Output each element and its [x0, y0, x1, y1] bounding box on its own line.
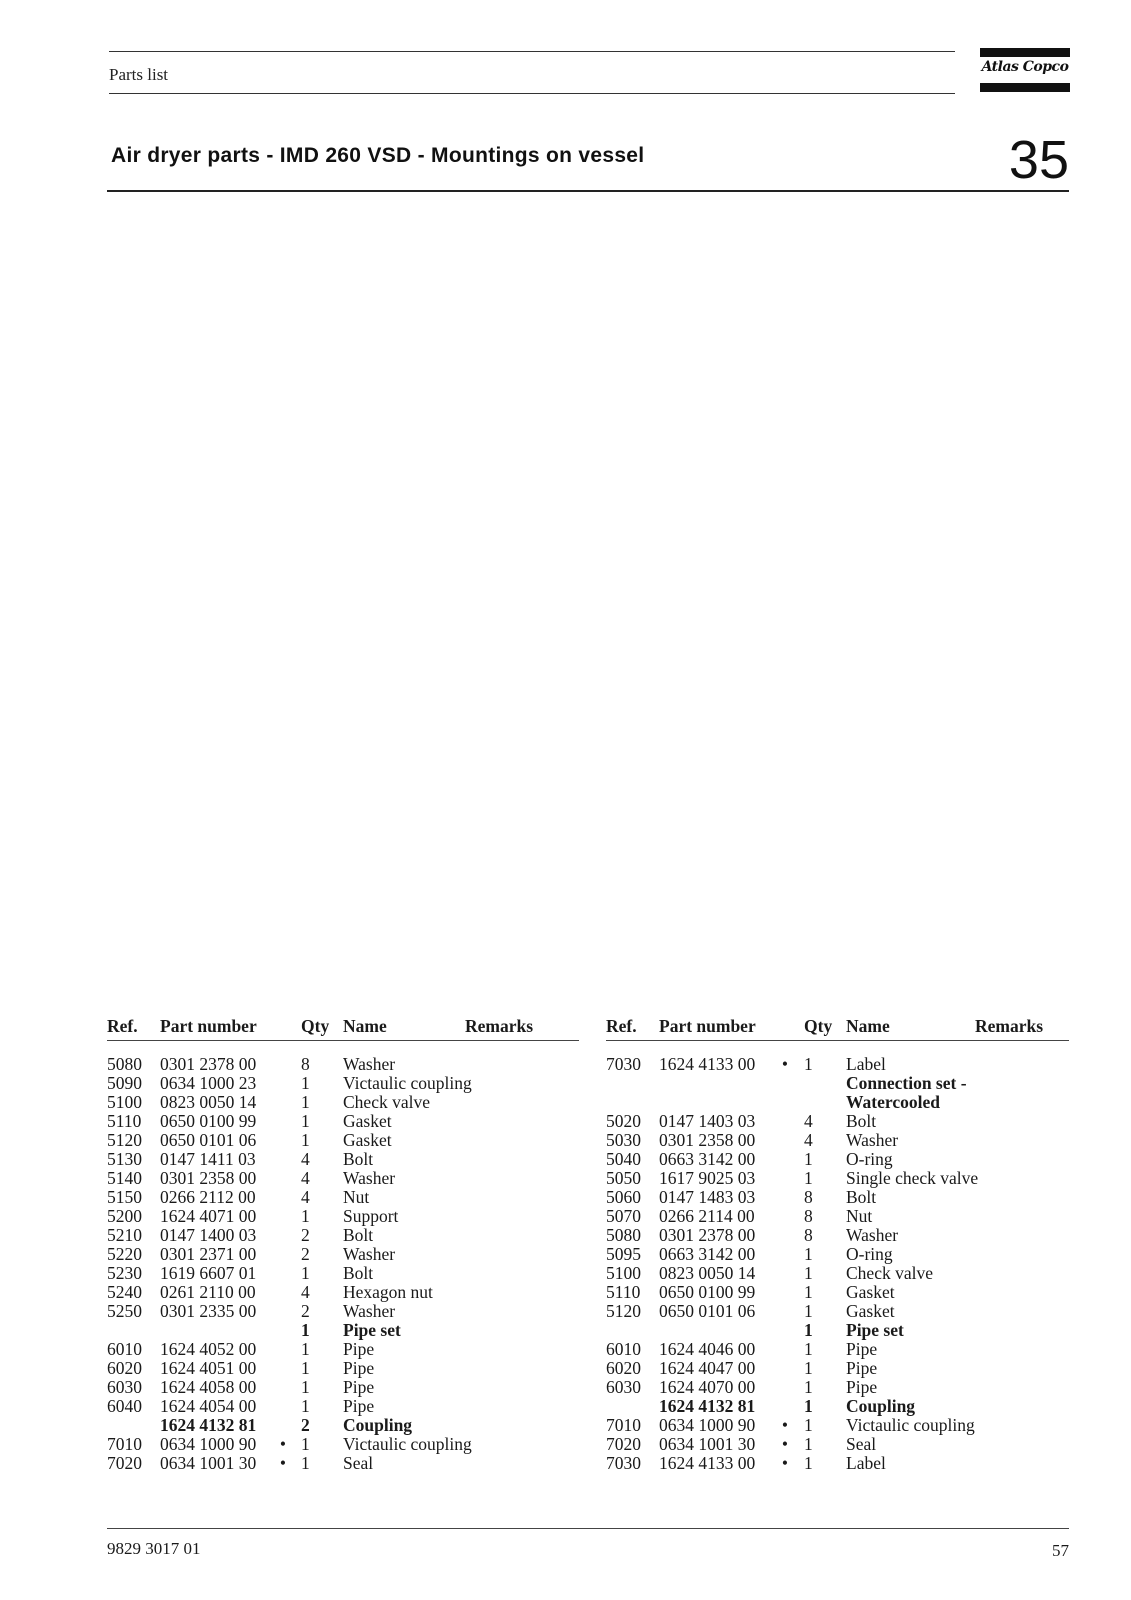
page-number: 57	[1052, 1541, 1069, 1560]
part-number-cell: 0634 1000 90	[160, 1434, 257, 1454]
name-cell: Gasket	[846, 1282, 895, 1302]
table-row	[107, 1321, 579, 1340]
name-cell: Victaulic coupling	[343, 1434, 472, 1454]
ref-cell: 5140	[107, 1168, 142, 1188]
ref-cell: 7030	[606, 1054, 641, 1074]
footer-rule	[107, 1528, 1069, 1529]
part-number-cell: 0634 1000 90	[659, 1415, 756, 1435]
name-cell: Bolt	[343, 1225, 374, 1245]
part-number-cell: 0650 0101 06	[160, 1130, 257, 1150]
name-cell: Washer	[343, 1054, 396, 1074]
table-row	[107, 1150, 579, 1169]
name-cell: Bolt	[343, 1149, 374, 1169]
table-row	[606, 1454, 1069, 1473]
ref-cell: 5120	[107, 1130, 142, 1150]
header-bottom-rule	[109, 93, 955, 94]
qty-cell: 1	[301, 1092, 310, 1112]
name-cell: Gasket	[343, 1111, 392, 1131]
qty-cell: 1	[804, 1244, 813, 1264]
table-row	[606, 1340, 1069, 1359]
name-cell: Coupling	[846, 1396, 916, 1416]
qty-cell: 4	[804, 1130, 813, 1150]
part-number-cell: 0663 3142 00	[659, 1244, 756, 1264]
part-number-cell: 0266 2114 00	[659, 1206, 755, 1226]
ref-cell: 5060	[606, 1187, 641, 1207]
part-number-cell: 0663 3142 00	[659, 1149, 756, 1169]
table-row	[606, 1264, 1069, 1283]
ref-cell: 6030	[606, 1377, 641, 1397]
qty-cell: 4	[301, 1168, 310, 1188]
qty-cell: 1	[301, 1453, 310, 1473]
qty-cell: 1	[804, 1168, 813, 1188]
table-row	[107, 1131, 579, 1150]
qty-cell: 4	[301, 1282, 310, 1302]
part-number-cell: 0301 2335 00	[160, 1301, 257, 1321]
ref-cell: 5240	[107, 1282, 142, 1302]
header-rule	[606, 1040, 1069, 1041]
part-number-cell: 0147 1400 03	[160, 1225, 257, 1245]
name-cell: Bolt	[846, 1187, 877, 1207]
ref-cell: 5100	[107, 1092, 142, 1112]
qty-cell: 1	[301, 1396, 310, 1416]
ref-cell: 5080	[107, 1054, 142, 1074]
table-row	[606, 1359, 1069, 1378]
ref-cell: 5150	[107, 1187, 142, 1207]
part-number-cell: 0650 0100 99	[659, 1282, 756, 1302]
ref-cell: 5030	[606, 1130, 641, 1150]
qty-cell: 1	[804, 1358, 813, 1378]
col-ref-header: Ref.	[606, 1016, 637, 1036]
qty-cell: 1	[301, 1073, 310, 1093]
name-cell: Gasket	[846, 1301, 895, 1321]
qty-cell: 2	[301, 1225, 310, 1245]
header-top-rule	[109, 51, 955, 52]
table-row	[606, 1321, 1069, 1340]
table-row	[606, 1131, 1069, 1150]
document-number: 9829 3017 01	[107, 1539, 201, 1558]
name-cell: Victaulic coupling	[846, 1415, 975, 1435]
qty-cell: 1	[804, 1453, 813, 1473]
title-rule	[107, 190, 1069, 192]
part-number-cell: 0823 0050 14	[659, 1263, 756, 1283]
part-number-cell: 0650 0101 06	[659, 1301, 756, 1321]
table-row	[107, 1188, 579, 1207]
name-cell: Pipe	[343, 1339, 375, 1359]
name-cell: Coupling	[343, 1415, 413, 1435]
qty-cell: 1	[301, 1434, 310, 1454]
table-row	[107, 1055, 579, 1074]
part-number-cell: 0301 2371 00	[160, 1244, 257, 1264]
ref-cell: 5050	[606, 1168, 641, 1188]
name-cell: Victaulic coupling	[343, 1073, 472, 1093]
name-cell: Bolt	[846, 1111, 877, 1131]
name-cell: Bolt	[343, 1263, 374, 1283]
name-cell: Washer	[846, 1130, 899, 1150]
part-number-cell: 1624 4133 00	[659, 1453, 756, 1473]
part-number-cell: 1624 4051 00	[160, 1358, 257, 1378]
part-number-cell: 0147 1403 03	[659, 1111, 756, 1131]
table-row	[606, 1074, 1069, 1093]
name-cell: O-ring	[846, 1244, 893, 1264]
table-row	[606, 1245, 1069, 1264]
qty-cell: 2	[301, 1301, 310, 1321]
table-row	[107, 1397, 579, 1416]
ref-cell: 7010	[606, 1415, 641, 1435]
part-number-cell: 1617 9025 03	[659, 1168, 756, 1188]
qty-cell: 1	[804, 1434, 813, 1454]
part-number-cell: 0634 1000 23	[160, 1073, 257, 1093]
col-part-number-header: Part number	[160, 1016, 257, 1036]
col-remarks-header: Remarks	[975, 1016, 1044, 1036]
name-cell: Check valve	[343, 1092, 430, 1112]
part-number-cell: 1619 6607 01	[160, 1263, 257, 1283]
table-row	[606, 1283, 1069, 1302]
qty-cell: 2	[301, 1415, 310, 1435]
table-row	[107, 1207, 579, 1226]
part-number-cell: 0301 2378 00	[160, 1054, 257, 1074]
parts-table-left	[107, 1016, 579, 1473]
ref-cell: 5080	[606, 1225, 641, 1245]
name-cell: Pipe set	[343, 1320, 401, 1340]
ref-cell: 6010	[606, 1339, 641, 1359]
qty-cell: 8	[804, 1225, 813, 1245]
ref-cell: 5070	[606, 1206, 641, 1226]
table-row	[107, 1169, 579, 1188]
table-row	[107, 1435, 579, 1454]
col-remarks-header: Remarks	[465, 1016, 534, 1036]
table-row	[606, 1226, 1069, 1245]
col-ref-header: Ref.	[107, 1016, 138, 1036]
col-name-header: Name	[343, 1016, 387, 1036]
part-number-cell: 1624 4047 00	[659, 1358, 756, 1378]
name-cell: Label	[846, 1054, 886, 1074]
ref-cell: 5250	[107, 1301, 142, 1321]
table-row	[606, 1397, 1069, 1416]
qty-cell: 1	[804, 1415, 813, 1435]
qty-cell: 4	[301, 1187, 310, 1207]
name-cell: Pipe	[846, 1339, 878, 1359]
table-row	[107, 1454, 579, 1473]
header-label: Parts list	[109, 65, 169, 84]
qty-cell: 1	[804, 1339, 813, 1359]
part-number-cell: 1624 4071 00	[160, 1206, 257, 1226]
table-row	[107, 1302, 579, 1321]
ref-cell: 5210	[107, 1225, 142, 1245]
part-number-cell: 0301 2358 00	[160, 1168, 257, 1188]
ref-cell: 5220	[107, 1244, 142, 1264]
name-cell: Washer	[343, 1168, 396, 1188]
table-row	[606, 1093, 1069, 1112]
name-cell: Check valve	[846, 1263, 933, 1283]
name-cell: Washer	[846, 1225, 899, 1245]
ref-cell: 5100	[606, 1263, 641, 1283]
name-cell: Pipe	[343, 1358, 375, 1378]
qty-cell: 4	[301, 1149, 310, 1169]
name-cell: Seal	[846, 1434, 877, 1454]
qty-cell: 1	[804, 1396, 813, 1416]
ref-cell: 7030	[606, 1453, 641, 1473]
logo-bar-bottom	[980, 83, 1070, 92]
part-number-cell: 1624 4070 00	[659, 1377, 756, 1397]
table-row	[107, 1264, 579, 1283]
table-row	[606, 1378, 1069, 1397]
table-body	[107, 1055, 579, 1473]
qty-cell: 1	[804, 1263, 813, 1283]
qty-cell: 1	[301, 1377, 310, 1397]
name-cell: Pipe set	[846, 1320, 904, 1340]
part-number-cell: 0650 0100 99	[160, 1111, 257, 1131]
part-number-cell: 0823 0050 14	[160, 1092, 257, 1112]
part-number-cell: 0634 1001 30	[160, 1453, 257, 1473]
table-row	[107, 1283, 579, 1302]
name-cell: Gasket	[343, 1130, 392, 1150]
ref-cell: 7020	[107, 1453, 142, 1473]
table-row	[107, 1416, 579, 1435]
atlas-copco-logo	[980, 48, 1070, 92]
bullet-marker: •	[781, 1434, 789, 1454]
ref-cell: 6020	[606, 1358, 641, 1378]
part-number-cell: 1624 4058 00	[160, 1377, 257, 1397]
qty-cell: 2	[301, 1244, 310, 1264]
part-number-cell: 1624 4132 81	[659, 1396, 756, 1416]
section-number: 35	[1008, 130, 1069, 190]
part-number-cell: 0261 2110 00	[160, 1282, 256, 1302]
ref-cell: 6010	[107, 1339, 142, 1359]
qty-cell: 1	[301, 1263, 310, 1283]
table-row	[107, 1340, 579, 1359]
table-header	[107, 1016, 579, 1038]
qty-cell: 1	[301, 1358, 310, 1378]
table-row	[107, 1378, 579, 1397]
page-title: Air dryer parts - IMD 260 VSD - Mountings on vessel	[111, 144, 645, 167]
name-cell: Pipe	[846, 1358, 878, 1378]
qty-cell: 1	[804, 1320, 813, 1340]
table-row	[107, 1112, 579, 1131]
part-number-cell: 0301 2378 00	[659, 1225, 756, 1245]
qty-cell: 1	[301, 1320, 310, 1340]
table-row	[606, 1112, 1069, 1131]
part-number-cell: 1624 4133 00	[659, 1054, 756, 1074]
qty-cell: 1	[301, 1111, 310, 1131]
table-header	[606, 1016, 1069, 1038]
table-row	[606, 1207, 1069, 1226]
name-cell: Nut	[846, 1206, 873, 1226]
col-qty-header: Qty	[804, 1016, 833, 1036]
table-row	[606, 1169, 1069, 1188]
name-cell: O-ring	[846, 1149, 893, 1169]
name-cell: Washer	[343, 1244, 396, 1264]
name-cell: Nut	[343, 1187, 370, 1207]
ref-cell: 5200	[107, 1206, 142, 1226]
bullet-marker: •	[279, 1434, 287, 1454]
table-row	[606, 1188, 1069, 1207]
ref-cell: 5230	[107, 1263, 142, 1283]
ref-cell: 5110	[606, 1282, 641, 1302]
logo-bar-top	[980, 48, 1070, 57]
bullet-marker: •	[781, 1054, 789, 1074]
bullet-marker: •	[781, 1453, 789, 1473]
name-cell: Support	[343, 1206, 399, 1226]
part-number-cell: 0634 1001 30	[659, 1434, 756, 1454]
ref-cell: 5020	[606, 1111, 641, 1131]
table-row	[606, 1416, 1069, 1435]
name-cell: Seal	[343, 1453, 374, 1473]
col-name-header: Name	[846, 1016, 890, 1036]
table-row	[107, 1359, 579, 1378]
ref-cell: 5130	[107, 1149, 142, 1169]
part-number-cell: 0147 1483 03	[659, 1187, 756, 1207]
bullet-marker: •	[781, 1415, 789, 1435]
qty-cell: 1	[301, 1206, 310, 1226]
table-row	[606, 1150, 1069, 1169]
qty-cell: 4	[804, 1111, 813, 1131]
ref-cell: 5090	[107, 1073, 142, 1093]
qty-cell: 1	[301, 1130, 310, 1150]
ref-cell: 5040	[606, 1149, 641, 1169]
name-cell: Pipe	[846, 1377, 878, 1397]
qty-cell: 1	[804, 1377, 813, 1397]
name-cell: Pipe	[343, 1396, 375, 1416]
table-row	[606, 1435, 1069, 1454]
table-row	[107, 1245, 579, 1264]
col-qty-header: Qty	[301, 1016, 330, 1036]
table-body	[606, 1055, 1069, 1473]
name-cell: Hexagon nut	[343, 1282, 433, 1302]
part-number-cell: 1624 4132 81	[160, 1415, 257, 1435]
header-rule	[107, 1040, 579, 1041]
table-row	[606, 1055, 1069, 1074]
name-cell: Label	[846, 1453, 886, 1473]
bullet-marker: •	[279, 1453, 287, 1473]
col-part-number-header: Part number	[659, 1016, 756, 1036]
qty-cell: 1	[804, 1149, 813, 1169]
ref-cell: 5095	[606, 1244, 641, 1264]
ref-cell: 6030	[107, 1377, 142, 1397]
qty-cell: 1	[804, 1301, 813, 1321]
parts-table-right	[606, 1016, 1069, 1473]
table-row	[107, 1074, 579, 1093]
name-cell: Washer	[343, 1301, 396, 1321]
part-number-cell: 1624 4054 00	[160, 1396, 257, 1416]
qty-cell: 8	[301, 1054, 310, 1074]
ref-cell: 5120	[606, 1301, 641, 1321]
part-number-cell: 0147 1411 03	[160, 1149, 256, 1169]
qty-cell: 1	[804, 1054, 813, 1074]
name-cell: Connection set -	[846, 1073, 967, 1093]
name-cell: Watercooled	[846, 1092, 940, 1112]
part-number-cell: 1624 4052 00	[160, 1339, 257, 1359]
qty-cell: 8	[804, 1206, 813, 1226]
part-number-cell: 0266 2112 00	[160, 1187, 256, 1207]
qty-cell: 1	[804, 1282, 813, 1302]
qty-cell: 8	[804, 1187, 813, 1207]
logo-text: Atlas Copco	[981, 59, 1069, 75]
ref-cell: 6040	[107, 1396, 142, 1416]
name-cell: Single check valve	[846, 1168, 979, 1188]
table-row	[107, 1226, 579, 1245]
table-row	[606, 1302, 1069, 1321]
name-cell: Pipe	[343, 1377, 375, 1397]
table-row	[107, 1093, 579, 1112]
part-number-cell: 0301 2358 00	[659, 1130, 756, 1150]
ref-cell: 6020	[107, 1358, 142, 1378]
qty-cell: 1	[301, 1339, 310, 1359]
ref-cell: 7020	[606, 1434, 641, 1454]
ref-cell: 7010	[107, 1434, 142, 1454]
part-number-cell: 1624 4046 00	[659, 1339, 756, 1359]
ref-cell: 5110	[107, 1111, 142, 1131]
